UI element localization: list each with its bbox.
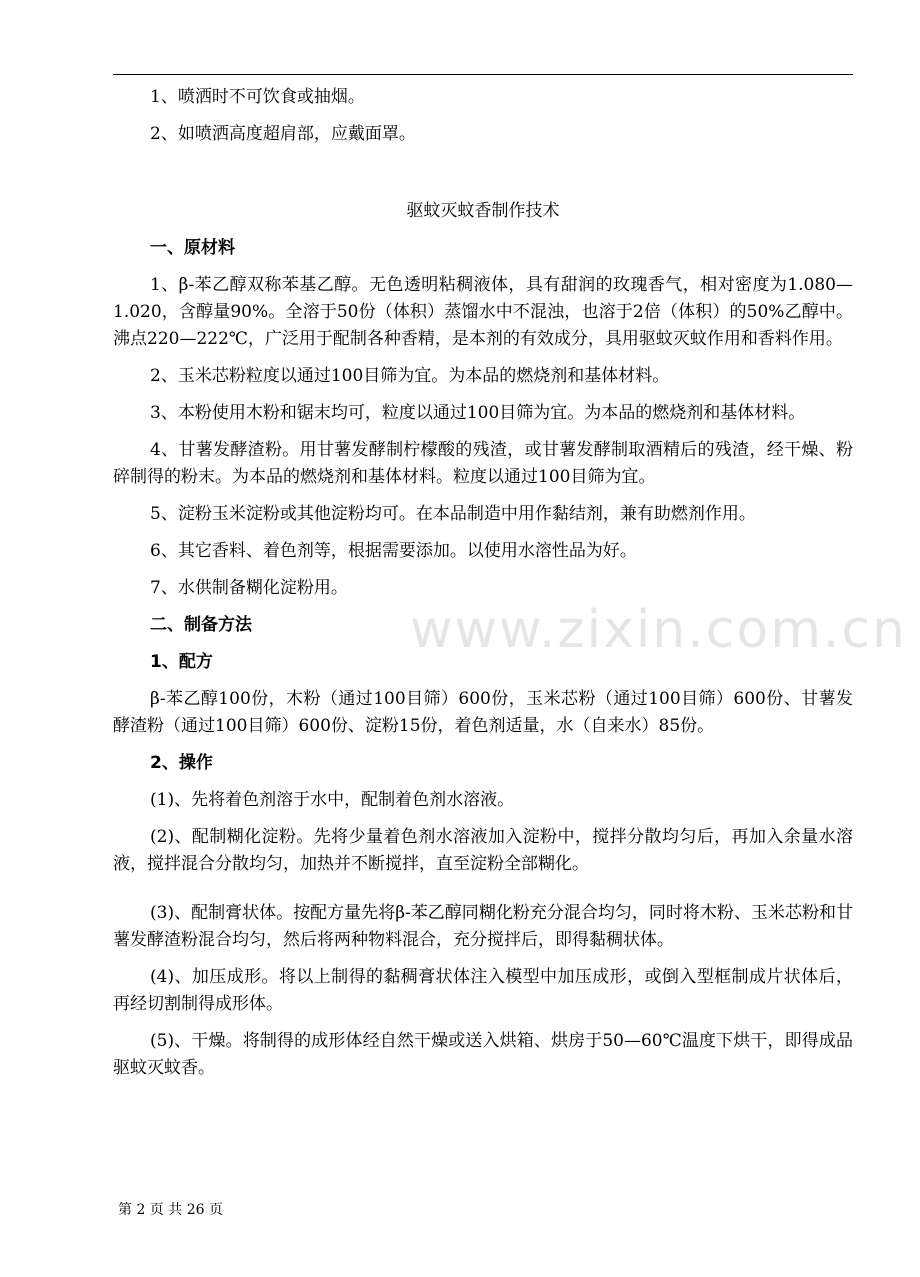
step-paragraph: (5)、干燥。将制得的成形体经自然干燥或送入烘箱、烘房于50—60℃温度下烘干，即得成品驱蚊灭蚊香。 [113, 1031, 853, 1078]
step-paragraph: (4)、加压成形。将以上制得的黏稠膏状体注入模型中加压成形，或倒入型框制成片状体后，再经切割制得成形体。 [113, 967, 853, 1014]
watermark: www.zixin.com.cn [410, 600, 907, 660]
list-item: 1、喷洒时不可饮食或抽烟。 [150, 87, 365, 107]
document-title: 驱蚊灭蚊香制作技术 [406, 201, 560, 221]
paragraph: 5、淀粉玉米淀粉或其他淀粉均可。在本品制造中用作黏结剂，兼有助燃剂作用。 [150, 504, 756, 524]
section-heading: 一、原材料 [150, 238, 235, 258]
list-item: 2、如喷洒高度超肩部，应戴面罩。 [150, 124, 416, 144]
header-rule [113, 74, 853, 75]
paragraph: β-苯乙醇100份，木粉（通过100目筛）600份，玉米芯粉（通过100目筛）600份、甘薯发酵渣粉（通过100目筛）600份、淀粉15份，着色剂适量，水（自来水）85份。 [113, 689, 853, 736]
paragraph: 6、其它香料、着色剂等，根据需要添加。以使用水溶性品为好。 [150, 541, 637, 561]
document-page [113, 84, 853, 1082]
step-paragraph: (3)、配制膏状体。按配方量先将β-苯乙醇同糊化粉充分混合均匀，同时将木粉、玉米芯粉和甘薯发酵渣粉混合均匀，然后将两种物料混合，充分搅拌后，即得黏稠状体。 [113, 903, 853, 950]
paragraph: 3、本粉使用木粉和锯末均可，粒度以通过100目筛为宜。为本品的燃烧剂和基体材料。 [150, 403, 806, 423]
subsection-heading: 1、配方 [150, 652, 213, 672]
paragraph: 4、甘薯发酵渣粉。用甘薯发酵制柠檬酸的残渣，或甘薯发酵制取酒精后的残渣，经干燥、粉碎制得的粉末。为本品的燃烧剂和基体材料。粒度以通过100目筛为宜。 [113, 440, 853, 487]
page-footer: 第 2 页 共 26 页 [118, 1202, 223, 1218]
step-paragraph: (1)、先将着色剂溶于水中，配制着色剂水溶液。 [150, 790, 515, 810]
paragraph: 2、玉米芯粉粒度以通过100目筛为宜。为本品的燃烧剂和基体材料。 [150, 366, 670, 386]
subsection-heading: 2、操作 [150, 753, 213, 773]
step-paragraph: (2)、配制糊化淀粉。先将少量着色剂水溶液加入淀粉中，搅拌分散均匀后，再加入余量水溶液，搅拌混合分散均匀，加热并不断搅拌，直至淀粉全部糊化。 [113, 827, 853, 874]
paragraph: 7、水供制备糊化淀粉用。 [150, 578, 348, 598]
section-heading: 二、制备方法 [150, 615, 252, 635]
paragraph: 1、β-苯乙醇双称苯基乙醇。无色透明粘稠液体，具有甜润的玫瑰香气，相对密度为1.080—1.020，含醇量90%。全溶于50份（体积）蒸馏水中不混浊，也溶于2倍（体积）的50%乙醇中。沸点220—222℃，广泛用于配制各种香精，是本剂的有效成分，具用驱蚊灭蚊作用和香料作用。 [113, 275, 853, 349]
